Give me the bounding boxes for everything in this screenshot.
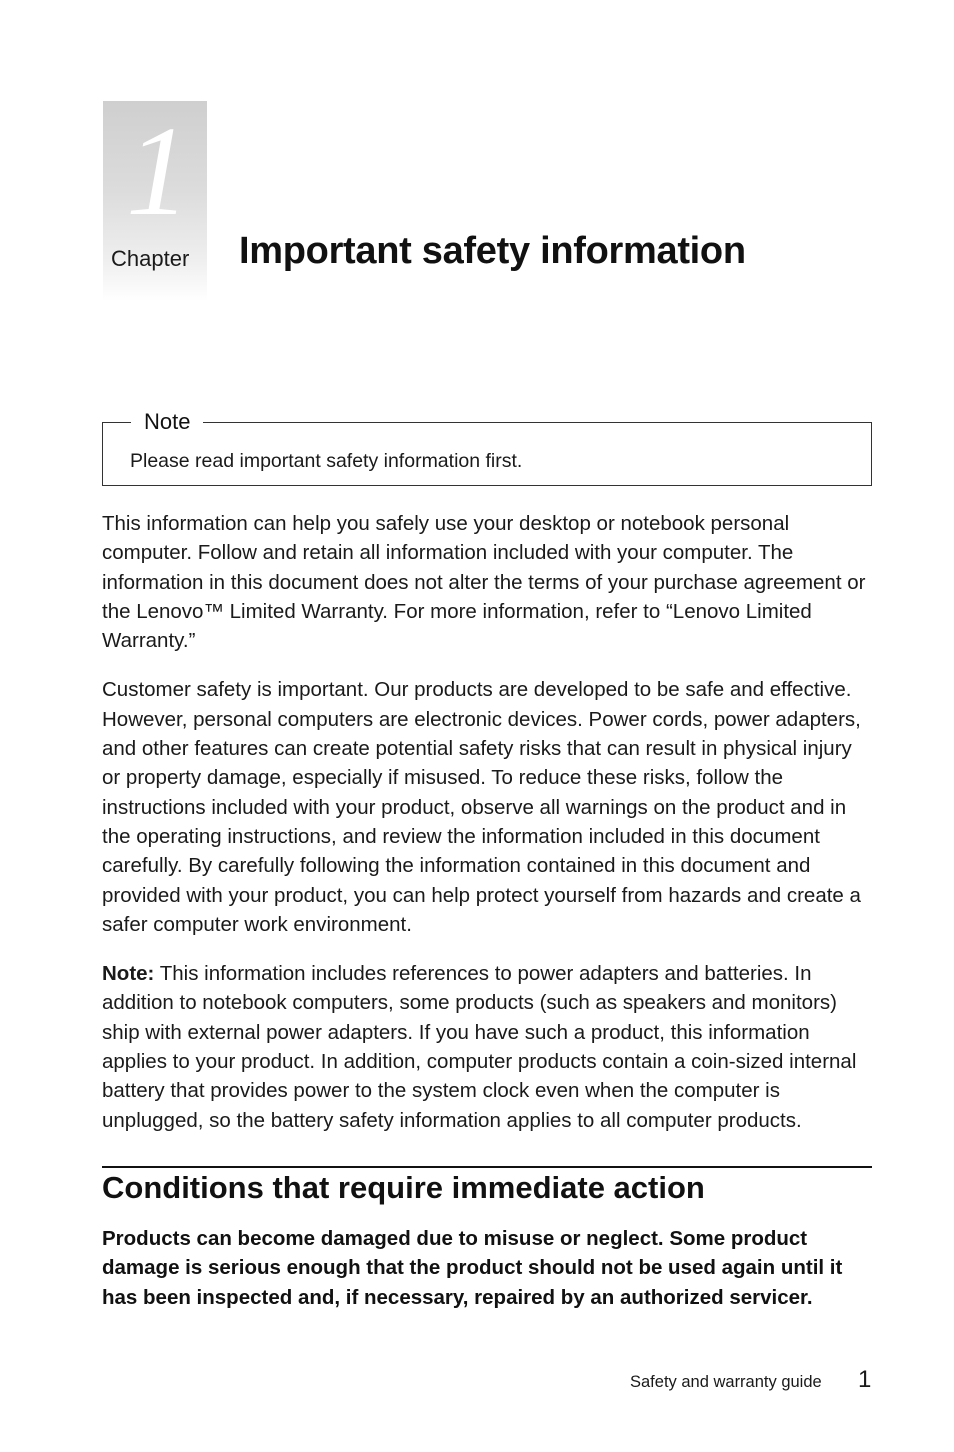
customer-safety-paragraph: Customer safety is important. Our products are developed to be safe and effective. However, personal computers are electronic devices. Power cords, power adapters, and other features can create potential safety risks that can result in physical injury or property damage, especially if misused. To reduce these risks, follow the instructions included with your product, observe all warnings on the product and in the operating instructions, and review the information included in this document carefully. By carefully following the information contained in this document and provided with your product, you can help protect yourself from hazards and create a safer computer work environment.	[102, 678, 861, 936]
body-content	[102, 509, 874, 1155]
intro-paragraph: This information can help you safely use your desktop or notebook personal computer. Follow and retain all information included with your computer. The information in this document does not alter the terms of your purchase agreement or the Lenovo™ Limited Warranty. For more information, refer to “Lenovo Limited Warranty.”	[102, 512, 866, 653]
note-paragraph-label: Note:	[102, 962, 155, 986]
note-box	[102, 409, 872, 486]
note-paragraph-text: This information includes references to power adapters and batteries. In addition to notebook computers, some products (such as speakers and monitors) ship with external power adapters. If you have such a product, this information applies to your product. In addition, computer products contain a coin-sized internal battery that provides power to the system clock even when the computer is unplugged, so the battery safety information applies to all computer products.	[102, 962, 857, 1132]
chapter-number: 1	[126, 100, 190, 242]
note-box-label: Note	[131, 408, 203, 436]
note-paragraph	[102, 959, 874, 1135]
note-box-text: Please read important safety information first.	[130, 450, 523, 472]
footer-page-number: 1	[858, 1366, 872, 1393]
section-lead-paragraph: Products can become damaged due to misuse or neglect. Some product damage is serious enough that the product should not be used again until it has been inspected and, if necessary, repaired by an authorized servicer.	[102, 1227, 843, 1309]
footer-guide-title: Safety and warranty guide	[630, 1373, 822, 1391]
section-heading: Conditions that require immediate action	[102, 1170, 705, 1205]
chapter-title: Important safety information	[239, 230, 746, 272]
chapter-tab	[103, 101, 207, 301]
chapter-label: Chapter	[111, 246, 190, 271]
